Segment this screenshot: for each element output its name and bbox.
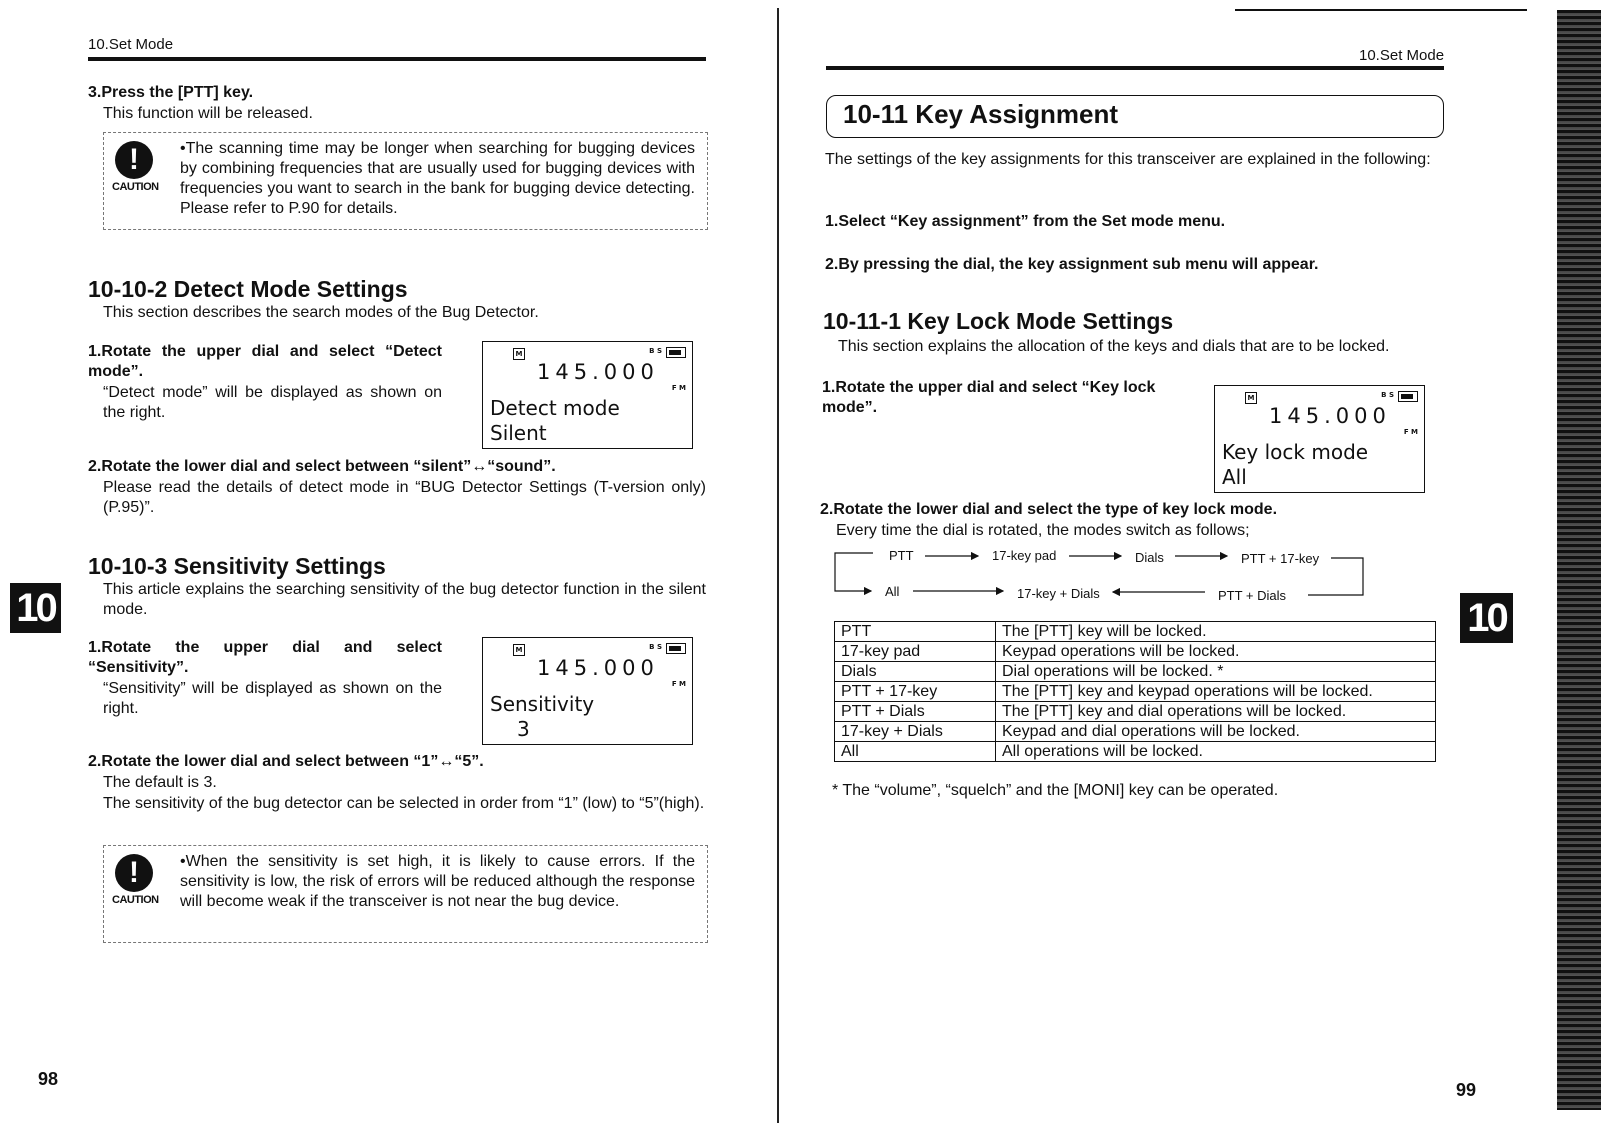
sensitivity-step2-title: 2.Rotate the lower dial and select between “1”↔“5”.: [88, 753, 484, 770]
sensitivity-step1-title: 1.Rotate the upper dial and select “Sensitivity”.: [88, 639, 442, 676]
top-edge-rule: [1235, 9, 1527, 11]
running-head-left: 10.Set Mode: [88, 36, 174, 53]
caution-icon: ! CAUTION: [112, 143, 159, 193]
table-cell-description: Dial operations will be locked. *: [996, 662, 1436, 682]
detect-mode-intro: This section describes the search modes of the Bug Detector.: [103, 304, 539, 321]
flow-ptt-dials: PTT + Dials: [1218, 588, 1287, 603]
lcd-line2: All: [1222, 465, 1247, 489]
lcd-frequency: 145.000: [537, 360, 659, 384]
lcd-sensitivity: [482, 637, 693, 745]
sensitivity-step1-body: “Sensitivity” will be displayed as shown on the right.: [103, 680, 442, 717]
lcd-memory-icon: M: [513, 644, 525, 656]
table-row: [835, 662, 1436, 682]
lcd-frequency: 145.000: [537, 656, 659, 680]
header-rule-right: [826, 66, 1444, 70]
detect-step1-body: “Detect mode” will be displayed as shown on the right.: [103, 384, 442, 421]
lcd-line1: Detect mode: [490, 396, 620, 420]
key-lock-table: [834, 621, 1436, 762]
key-assignment-intro: The settings of the key assignments for this transceiver are explained in the following:: [825, 151, 1431, 168]
key-assignment-step2: 2.By pressing the dial, the key assignment sub menu will appear.: [825, 256, 1319, 273]
running-head-right: 10.Set Mode: [1359, 47, 1445, 64]
table-cell-mode: PTT + 17-key: [835, 682, 996, 702]
table-cell-mode: PTT + Dials: [835, 702, 996, 722]
key-lock-step1-title: 1.Rotate the upper dial and select “Key lock mode”.: [822, 379, 1156, 416]
key-lock-step2-body: Every time the dial is rotated, the modes switch as follows;: [836, 522, 1250, 539]
caution-box-scanning: [103, 132, 708, 230]
chapter-tab-right: 10: [1460, 593, 1513, 643]
key-lock-step2-title: 2.Rotate the lower dial and select the type of key lock mode.: [820, 501, 1278, 518]
lcd-frequency: 145.000: [1269, 404, 1391, 428]
table-cell-mode: Dials: [835, 662, 996, 682]
section-title-box: [826, 95, 1444, 138]
right-page: [785, 0, 1601, 1131]
lcd-line1: Sensitivity: [490, 692, 595, 716]
step-press-ptt-title: 3.Press the [PTT] key.: [88, 84, 254, 101]
table-cell-description: Keypad and dial operations will be locked.: [996, 722, 1436, 742]
lcd-mode: F M: [671, 680, 686, 688]
table-row: [835, 682, 1436, 702]
lcd-detect-mode: [482, 341, 693, 449]
flow-ptt-17-key: PTT + 17-key: [1241, 551, 1320, 566]
table-row: [835, 722, 1436, 742]
lcd-flags: B S: [1381, 391, 1394, 399]
caution-text-scanning: •The scanning time may be longer when searching for bugging devices by combining frequencies that are usually used for bugging devices with frequencies you want to search in the bank for bugging device detecting. Please refer to P.90 for details.: [180, 140, 695, 217]
table-cell-description: All operations will be locked.: [996, 742, 1436, 762]
battery-icon: [666, 347, 686, 358]
key-assignment-step1: 1.Select “Key assignment” from the Set mode menu.: [825, 213, 1226, 230]
table-cell-mode: PTT: [835, 622, 996, 642]
chapter-tab-left: 10: [10, 583, 61, 633]
book-spine: [777, 8, 779, 1123]
header-rule-left: [88, 57, 706, 61]
detect-step2-title: 2.Rotate the lower dial and select between “silent”↔“sound”.: [88, 458, 556, 475]
caution-text-sensitivity: •When the sensitivity is set high, it is likely to cause errors. If the sensitivity is low, the risk of errors will be reduced although the response will become weak if the transceiver is not near the bug device.: [180, 853, 695, 910]
lcd-mode: F M: [671, 384, 686, 392]
flow-17-key-dials: 17-key + Dials: [1017, 586, 1100, 601]
lcd-memory-icon: M: [1245, 392, 1257, 404]
sensitivity-step2-default: The default is 3.: [103, 774, 217, 791]
table-cell-mode: All: [835, 742, 996, 762]
lcd-mode: F M: [1403, 428, 1418, 436]
table-row: [835, 742, 1436, 762]
page-number-right: 99: [1456, 1080, 1477, 1100]
heading-key-lock: 10-11-1 Key Lock Mode Settings: [823, 308, 1174, 334]
table-cell-description: Keypad operations will be locked.: [996, 642, 1436, 662]
step-press-ptt-body: This function will be released.: [103, 105, 313, 122]
lcd-key-lock: [1214, 385, 1425, 493]
key-lock-footnote: * The “volume”, “squelch” and the [MONI] key can be operated.: [832, 782, 1279, 799]
sensitivity-intro: This article explains the searching sensitivity of the bug detector function in the silent mode.: [103, 581, 706, 618]
flow-all: All: [885, 584, 900, 599]
table-cell-description: The [PTT] key and keypad operations will be locked.: [996, 682, 1436, 702]
lcd-line2: Silent: [490, 421, 547, 445]
table-cell-description: The [PTT] key and dial operations will be locked.: [996, 702, 1436, 722]
table-row: [835, 702, 1436, 722]
flow-ptt: PTT: [889, 548, 914, 563]
page-number-left: 98: [38, 1069, 59, 1089]
lcd-line1: Key lock mode: [1222, 440, 1369, 464]
key-lock-intro: This section explains the allocation of the keys and dials that are to be locked.: [838, 338, 1390, 355]
page-edge-shadow: [1557, 10, 1601, 1110]
table-cell-mode: 17-key + Dials: [835, 722, 996, 742]
left-page: [0, 0, 780, 1131]
table-cell-description: The [PTT] key will be locked.: [996, 622, 1436, 642]
section-title: 10-11 Key Assignment: [843, 99, 1119, 129]
heading-sensitivity: 10-10-3 Sensitivity Settings: [88, 553, 386, 579]
detect-step1-title: 1.Rotate the upper dial and select “Detect mode”.: [88, 343, 442, 380]
lcd-flags: B S: [649, 347, 662, 355]
lcd-flags: B S: [649, 643, 662, 651]
table-row: [835, 642, 1436, 662]
lcd-memory-icon: M: [513, 348, 525, 360]
caution-icon: ! CAUTION: [112, 856, 159, 906]
flow-17-key-pad: 17-key pad: [992, 548, 1057, 563]
caution-box-sensitivity: [103, 845, 708, 943]
table-row: [835, 622, 1436, 642]
lcd-line2: 3: [517, 717, 530, 741]
sensitivity-step2-range: The sensitivity of the bug detector can be selected in order from “1” (low) to “5”(high).: [103, 795, 705, 812]
battery-icon: [666, 643, 686, 654]
battery-icon: [1398, 391, 1418, 402]
table-cell-mode: 17-key pad: [835, 642, 996, 662]
flow-dials: Dials: [1135, 550, 1164, 565]
detect-step2-body: Please read the details of detect mode in “BUG Detector Settings (T-version only) (P.95)”.: [103, 479, 706, 516]
heading-detect-mode: 10-10-2 Detect Mode Settings: [88, 276, 408, 302]
